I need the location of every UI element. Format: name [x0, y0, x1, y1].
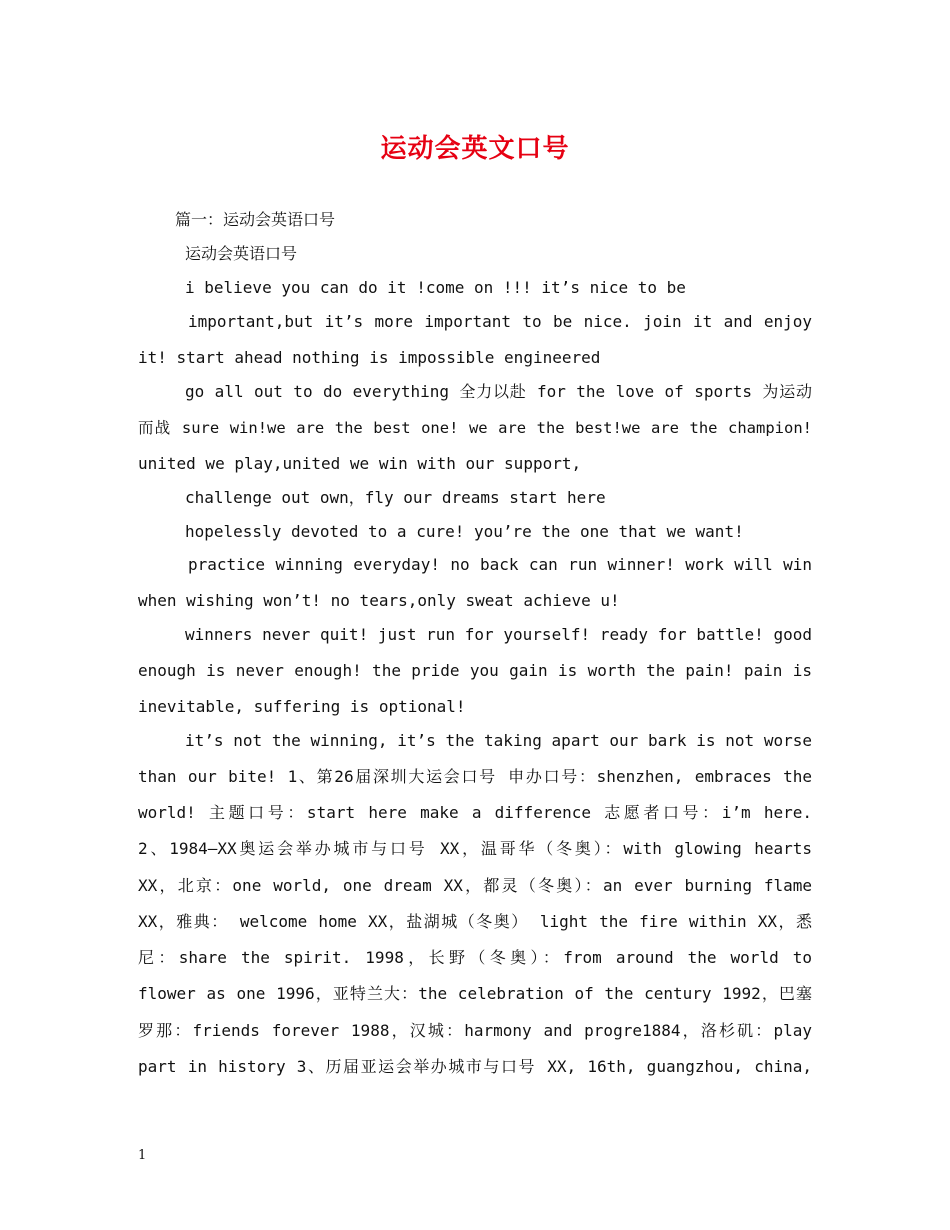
body-line: 2、1984—XX奥运会举办城市与口号 XX，温哥华（冬奥）：with glowing hearts: [138, 839, 812, 858]
body-line: XX，北京：one world, one dream XX，都灵（冬奥）：an ever burning flame: [138, 876, 812, 895]
body-line: i believe you can do it !come on !!! it’s nice to be: [185, 278, 686, 297]
body-line: flower as one 1996，亚特兰大：the celebration of the century 1992，巴塞: [138, 984, 812, 1003]
body-line: it’s not the winning, it’s the taking apart our bark is not worse: [185, 731, 812, 750]
body-line: world! 主题口号：start here make a difference 志愿者口号：i’m here.: [138, 803, 812, 822]
body-line: practice winning everyday! no back can run winner! work will win: [188, 555, 812, 574]
page-number: 1: [138, 1148, 147, 1163]
body-line: part in history 3、历届亚运会举办城市与口号 XX, 16th, guangzhou, china,: [138, 1057, 812, 1076]
body-line: inevitable, suffering is optional!: [138, 697, 466, 716]
body-line: united we play,united we win with our support,: [138, 454, 582, 473]
body-line: when wishing won’t! no tears,only sweat achieve u!: [138, 591, 620, 610]
body-line: than our bite! 1、第26届深圳大运会口号 申办口号：shenzhen, embraces the: [138, 767, 812, 786]
body-line: go all out to do everything 全力以赴 for the love of sports 为运动: [185, 382, 812, 401]
body-line: hopelessly devoted to a cure! you’re the one that we want!: [185, 522, 744, 541]
body-line: 尼：share the spirit. 1998，长野（冬奥）：from around the world to: [138, 948, 812, 967]
body-line: it! start ahead nothing is impossible engineered: [138, 348, 601, 367]
body-line: winners never quit! just run for yourself! ready for battle! good: [185, 625, 812, 644]
subheading: 运动会英语口号: [185, 244, 298, 263]
body-line: XX，雅典： welcome home XX，盐湖城（冬奥） light the fire within XX，悉: [138, 912, 812, 931]
body-line: challenge out own，fly our dreams start here: [185, 488, 606, 507]
body-line: 而战 sure win!we are the best one! we are the best!we are the champion!: [138, 419, 812, 437]
body-line: important,but it’s more important to be nice. join it and enjoy: [188, 312, 812, 331]
body-line: enough is never enough! the pride you gain is worth the pain! pain is: [138, 661, 812, 680]
body-line: 罗那：friends forever 1988，汉城：harmony and progre1884，洛杉矶：play: [138, 1021, 812, 1040]
page-title: 运动会英文口号: [380, 134, 570, 164]
section-heading: 篇一：运动会英语口号: [175, 210, 336, 229]
